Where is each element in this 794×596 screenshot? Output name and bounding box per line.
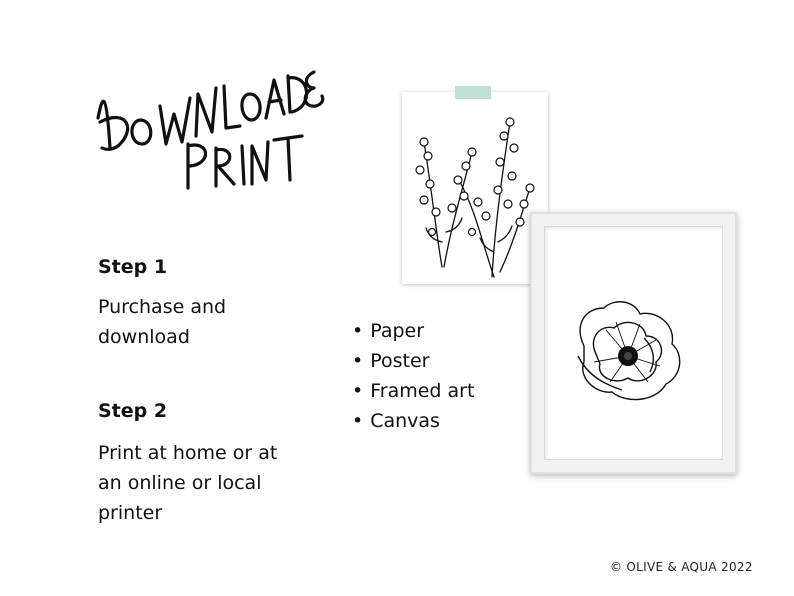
step-2-line: Print at home or at	[98, 442, 278, 464]
wildflower-illustration	[402, 92, 548, 284]
step-2-title: Step 2	[98, 400, 168, 422]
print-option-item: • Framed art	[352, 376, 474, 406]
print-option-item: • Poster	[352, 346, 474, 376]
framed-poppy-print	[530, 212, 737, 474]
copyright-text: © OLIVE & AQUA 2022	[610, 560, 753, 574]
step-1-title: Step 1	[98, 256, 168, 278]
print-option-item: • Canvas	[352, 406, 474, 436]
step-2-line: printer	[98, 502, 163, 524]
step-2-body	[98, 438, 277, 528]
print-options-list	[352, 316, 474, 436]
step-1-body	[98, 292, 226, 352]
wildflower-print-sheet	[402, 92, 548, 284]
step-1-line: download	[98, 326, 190, 348]
step-1-line: Purchase and	[98, 296, 227, 318]
poppy-illustration	[544, 226, 723, 460]
washi-tape	[455, 86, 491, 99]
print-option-item: • Paper	[352, 316, 474, 346]
download-print-lettering	[88, 48, 328, 198]
frame-inner-mat	[544, 226, 723, 460]
step-2-line: an online or local	[98, 472, 262, 494]
